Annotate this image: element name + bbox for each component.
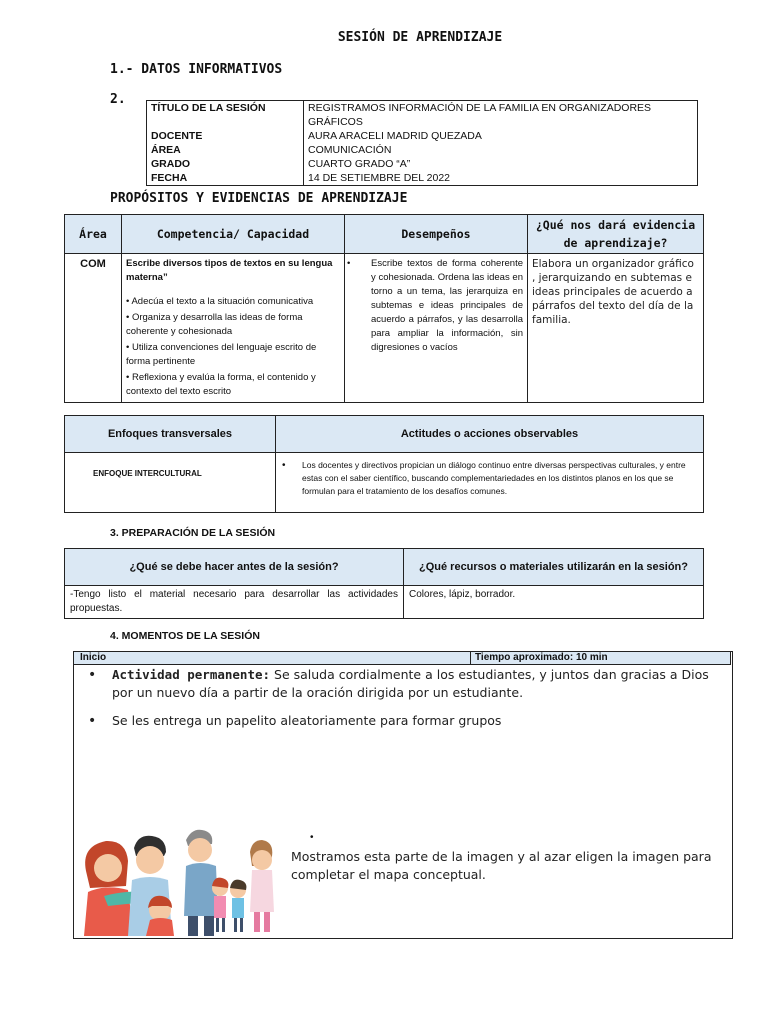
- family-illustration: [76, 826, 276, 936]
- inicio-label: Inicio: [80, 652, 107, 663]
- header-antes: ¿Qué se debe hacer antes de la sesión?: [65, 549, 404, 586]
- preparacion-table: [64, 548, 704, 619]
- capacidad-item: • Utiliza convenciones del lenguaje escrito de forma pertinente: [126, 342, 317, 367]
- actividad-text: Se saluda cordialmente a los estudiantes, y juntos dan gracias a Dios por un nuevo día a partir de la oración dirigida por un estudiante.: [112, 667, 709, 700]
- section-number-2: 2.: [110, 92, 126, 107]
- bullet-actividad: • Actividad permanente: Se saluda cordialmente a los estudiantes, y juntos dan gracias a Dios por un nuevo día a partir de la oración dirigida por un estudiante.: [88, 667, 709, 700]
- info-label: DOCENTE: [147, 129, 304, 143]
- competencia-text: Escribe diversos tipos de textos en su lengua materna”: [126, 258, 333, 283]
- info-label: FECHA: [147, 171, 304, 186]
- actividad-label: Actividad permanente:: [112, 667, 271, 682]
- enfoque-accion: Los docentes y directivos propician un diálogo continuo entre diversas perspectivas culturales, y entre estas con el saber científico, buscando complementariedades en los distintos planos en los que se formulan para el tratamiento de los desafíos comunes.: [302, 460, 686, 496]
- preparacion-title: 3. PREPARACIÓN DE LA SESIÓN: [110, 527, 276, 539]
- capacidad-item: • Adecúa el texto a la situación comunicativa: [126, 296, 314, 307]
- header-evidencia: ¿Qué nos dará evidencia de aprendizaje?: [528, 215, 704, 254]
- header-desempenos: Desempeños: [345, 215, 528, 254]
- competencia-cell: [122, 254, 345, 403]
- area-cell: COM: [65, 254, 122, 403]
- info-label: ÁREA: [147, 143, 304, 157]
- mostramos-text: Mostramos esta parte de la imagen y al azar eligen la imagen para completar el mapa conceptual.: [291, 849, 712, 882]
- capacidad-item: • Reflexiona y evalúa la forma, el contenido y contexto del texto escrito: [126, 372, 316, 397]
- evidencia-cell: Elabora un organizador gráfico , jerarquizando en subtemas e ideas principales de acuerdo a párrafos del texto del día de la familia.: [528, 254, 704, 403]
- antes-cell: -Tengo listo el material necesario para desarrollar las actividades propuestas.: [65, 586, 404, 619]
- propositos-table: [64, 214, 704, 403]
- info-table: [146, 100, 698, 186]
- enfoque-accion-cell: • Los docentes y directivos propician un diálogo continuo entre diversas perspectivas culturales, y entre estas con el saber científico, buscando complementariedades en los distintos planos en los que se formulan para el tratamiento de los desafíos comunes.: [276, 453, 704, 513]
- info-value: AURA ARACELI MADRID QUEZADA: [308, 130, 482, 142]
- momentos-header: [73, 651, 731, 665]
- info-label: TÍTULO DE LA SESIÓN: [147, 101, 304, 130]
- bullet-dot: •: [310, 832, 314, 843]
- kids-figures: [212, 878, 246, 932]
- bullet-papelito: • Se les entrega un papelito aleatoriamente para formar grupos: [88, 713, 502, 729]
- enfoque-name: ENFOQUE INTERCULTURAL: [65, 453, 276, 513]
- info-value: 14 DE SETIEMBRE DEL 2022: [308, 172, 451, 184]
- header-area: Área: [65, 215, 122, 254]
- capacidad-item: • Organiza y desarrolla las ideas de forma coherente y cohesionada: [126, 312, 303, 337]
- enfoques-table: [64, 415, 704, 513]
- header-enfoques: Enfoques transversales: [65, 416, 276, 453]
- recursos-cell: Colores, lápiz, borrador.: [404, 586, 704, 619]
- desempeno-cell: • Escribe textos de forma coherente y cohesionada. Ordena las ideas en torno a un tema, las jerarquiza en subtemas e ideas principales de acuerdo a párrafos, y las desarrolla para ampliar la información, sin digresiones o vacíos: [345, 254, 528, 403]
- info-value: REGISTRAMOS INFORMACIÓN DE LA FAMILIA EN ORGANIZADORES GRÁFICOS: [308, 102, 652, 128]
- propositos-title: PROPÓSITOS Y EVIDENCIAS DE APRENDIZAJE: [110, 191, 408, 206]
- papelito-text: Se les entrega un papelito aleatoriamente para formar grupos: [112, 713, 502, 728]
- tiempo-label: Tiempo aproximado: 10 min: [475, 652, 608, 663]
- header-actitudes: Actitudes o acciones observables: [276, 416, 704, 453]
- desempeno-text: Escribe textos de forma coherente y cohesionada. Ordena las ideas en torno a un tema, las jerarquiza en subtemas e ideas principales de acuerdo a párrafos, y las desarrolla para ampliar la información, sin digresiones o vacíos: [371, 258, 523, 353]
- section-datos-informativos: 1.- DATOS INFORMATIVOS: [110, 62, 283, 77]
- document-title: SESIÓN DE APRENDIZAJE: [337, 30, 503, 45]
- grandmother-figure: [250, 840, 274, 932]
- header-competencia: Competencia/ Capacidad: [122, 215, 345, 254]
- info-value: COMUNICACIÓN: [308, 144, 392, 156]
- header-recursos: ¿Qué recursos o materiales utilizarán en la sesión?: [404, 549, 704, 586]
- info-label: GRADO: [147, 157, 304, 171]
- momentos-title: 4. MOMENTOS DE LA SESIÓN: [110, 630, 260, 642]
- info-value: CUARTO GRADO “A”: [308, 158, 411, 170]
